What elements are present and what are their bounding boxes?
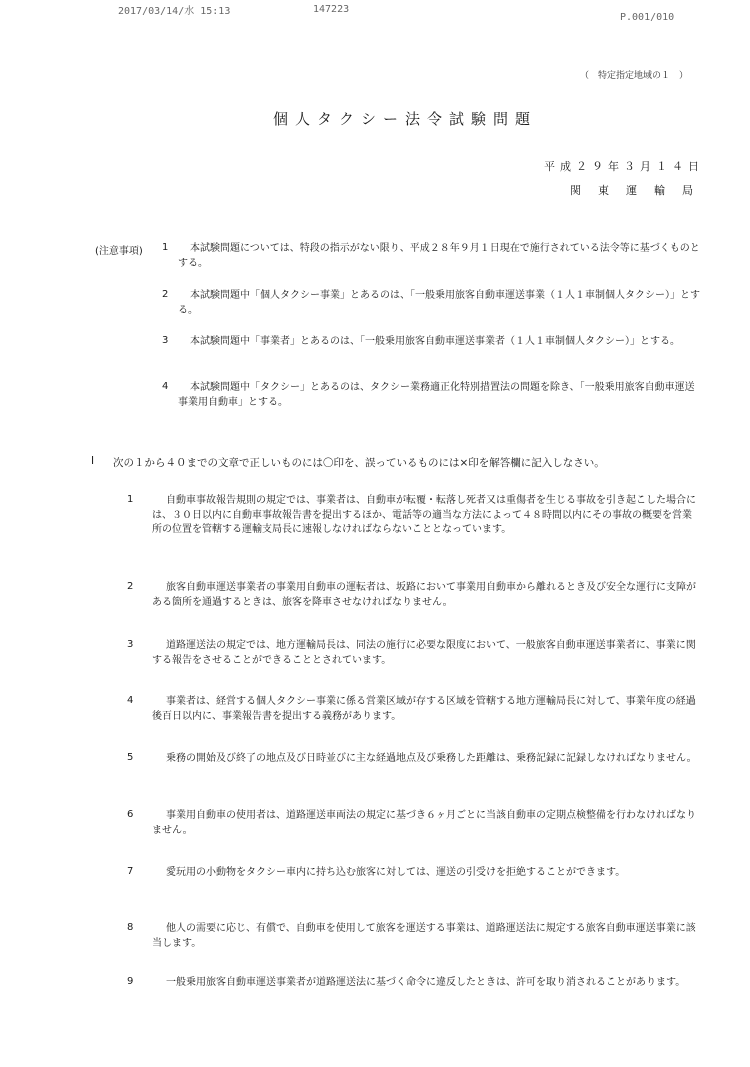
question-text: 事業者は、経営する個人タクシー事業に係る営業区域が存する区域を管轄する地方運輸局長に対して、事業年度の経過後百日以内に、事業報告書を提出する義務があります。 — [152, 696, 696, 722]
question-text: 愛玩用の小動物をタクシー車内に持ち込む旅客に対しては、運送の引受けを拒絶することができます。 — [166, 867, 626, 878]
issue-date: 平成２９年３月１４日 — [544, 160, 704, 173]
note-text: 本試験問題については、特段の指示がない限り、平成２８年９月１日現在で施行されている法令等に基づくものとする。 — [178, 243, 700, 269]
section-instruction: 次の１から４０までの文章で正しいものには〇印を、誤っているものには×印を解答欄に記入しなさい。 — [113, 457, 605, 469]
fax-datetime: 2017/03/14/水 15:13 — [118, 6, 231, 17]
question-number: 3 — [127, 639, 134, 650]
fax-id: 147223 — [313, 4, 350, 15]
note-text: 本試験問題中「タクシー」とあるのは、タクシー業務適正化特別措置法の問題を除き、「一般乗用旅客自動車運送事業用自動車」とする。 — [178, 382, 695, 408]
note-text: 本試験問題中「個人タクシー事業」とあるのは、「一般乗用旅客自動車運送事業（１人１車制個人タクシー）」とする。 — [178, 290, 700, 316]
page-title: 個人タクシー法令試験問題 — [273, 110, 538, 128]
note-text: 本試験問題中「事業者」とあるのは、「一般乗用旅客自動車運送事業者（１人１車制個人タクシー）」とする。 — [190, 336, 680, 347]
fax-page: P.001/010 — [620, 12, 675, 23]
question-number: 7 — [127, 866, 134, 877]
note-number: 1 — [162, 242, 169, 253]
region-label: （ 特定指定地域の１ ） — [580, 71, 689, 81]
question-number: 1 — [127, 494, 134, 505]
note-number: 4 — [162, 381, 169, 392]
question-number: 2 — [127, 581, 134, 592]
question-number: 4 — [127, 695, 134, 706]
question-text: 自動車事故報告規則の規定では、事業者は、自動車が転覆・転落し死者又は重傷者を生じる事故を引き起こした場合には、３０日以内に自動車事故報告書を提出するほか、電話等の適当な方法によって４８時間以内にその事故の概要を営業所の位置を管轄する運輸支局長に速報しなければならないこととなっています。 — [152, 495, 696, 535]
notes-caption: (注意事項) — [95, 246, 143, 257]
question-number: 6 — [127, 809, 134, 820]
question-text: 道路運送法の規定では、地方運輸局長は、同法の施行に必要な限度において、一般旅客自動車運送事業者に、事業に関する報告をさせることができることとされています。 — [152, 640, 696, 666]
question-number: 9 — [127, 976, 134, 987]
question-text: 乗務の開始及び終了の地点及び日時並びに主な経過地点及び乗務した距離は、乗務記録に記録しなければなりません。 — [166, 753, 697, 764]
question-text: 事業用自動車の使用者は、道路運送車両法の規定に基づき６ヶ月ごとに当該自動車の定期点検整備を行わなければなりません。 — [152, 810, 696, 836]
question-text: 他人の需要に応じ、有償で、自動車を使用して旅客を運送する事業は、道路運送法に規定する旅客自動車運送事業に該当します。 — [152, 923, 696, 949]
question-number: 8 — [127, 922, 134, 933]
question-text: 旅客自動車運送事業者の事業用自動車の運転者は、坂路において事業用自動車から離れるとき及び安全な運行に支障がある箇所を通過するときは、旅客を降車させなければなりません。 — [152, 582, 696, 608]
question-number: 5 — [127, 752, 134, 763]
note-number: 3 — [162, 335, 169, 346]
note-number: 2 — [162, 289, 169, 300]
section-number: Ⅰ — [91, 455, 95, 467]
question-text: 一般乗用旅客自動車運送事業者が道路運送法に基づく命令に違反したときは、許可を取り消されることがあります。 — [166, 977, 686, 988]
issuer: 関東運輸局 — [570, 184, 710, 197]
